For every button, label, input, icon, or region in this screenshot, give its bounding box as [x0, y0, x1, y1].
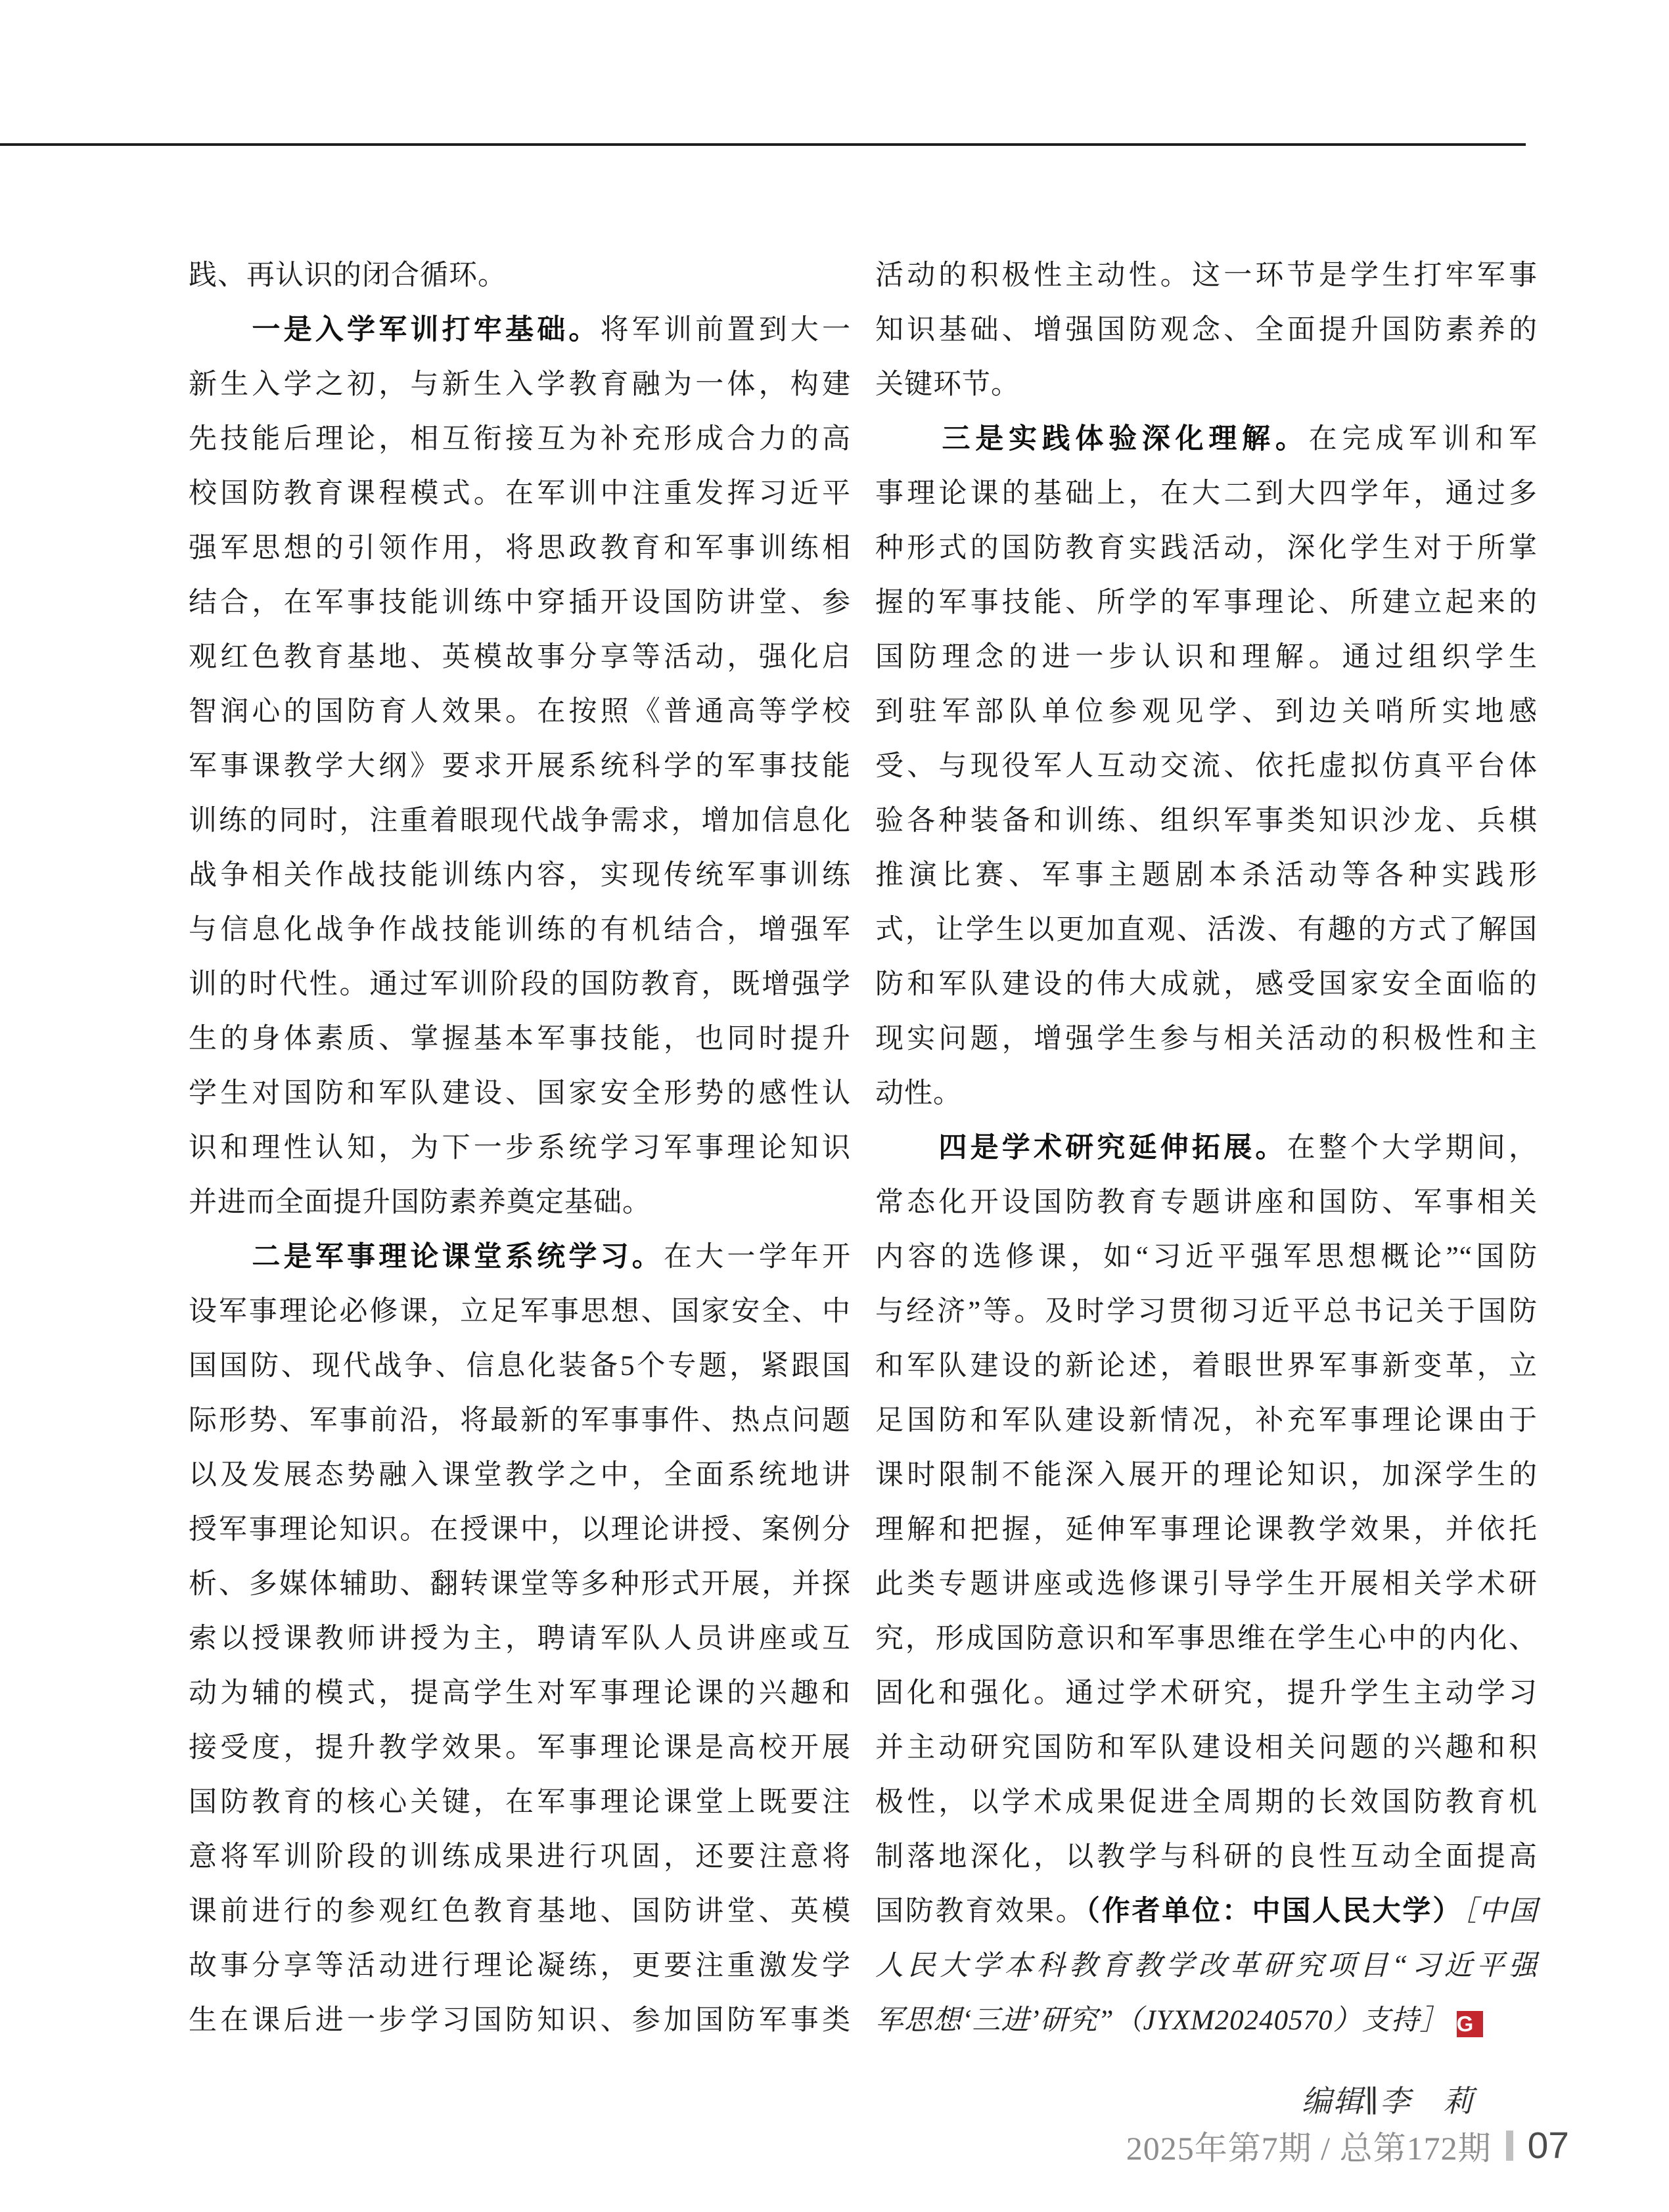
footer-separator-bar — [1506, 2131, 1513, 2161]
text-run: 授军事理论知识。在授课中，以理论讲授、案例分 — [189, 1514, 851, 1545]
text-line — [189, 1175, 851, 1230]
text-run: 践、再认识的闭合循环。 — [189, 260, 507, 291]
text-line — [875, 685, 1538, 739]
text-line — [875, 1393, 1538, 1448]
text-run: 训的时代性。通过军训阶段的国防教育，既增强学 — [189, 969, 851, 1000]
text-line — [875, 1012, 1538, 1066]
text-line — [875, 1121, 1538, 1175]
text-run: 在整个大学期间， — [1287, 1133, 1538, 1163]
paragraph-lead: （作者单位：中国人民大学） — [1086, 1895, 1463, 1927]
text-run — [875, 1133, 938, 1163]
text-run: 智润心的国防育人效果。在按照《普通高等学校 — [189, 696, 851, 727]
text-line — [875, 903, 1538, 957]
text-line — [875, 1939, 1538, 1993]
text-line — [875, 248, 1538, 303]
text-run: 接受度，提升教学效果。军事理论课是高校开展 — [189, 1732, 851, 1763]
text-line — [189, 248, 851, 303]
text-run: 际形势、军事前沿，将最新的军事事件、热点问题 — [189, 1405, 851, 1436]
text-run: 防和军队建设的伟大成就，感受国家安全面临的 — [875, 969, 1538, 1000]
editor-credit — [1302, 2077, 1475, 2121]
issue-info: 2025年第7期 / 总第172期 — [1126, 2130, 1492, 2167]
text-run: 意将军训阶段的训练成果进行巩固，还要注意将 — [189, 1841, 851, 1872]
text-line — [875, 1175, 1538, 1230]
issue-line — [1126, 2122, 1569, 2169]
text-run: 故事分享等活动进行理论凝练，更要注重激发学 — [189, 1951, 851, 1981]
text-run: 以及发展态势融入课堂教学之中，全面系统地讲 — [189, 1460, 851, 1491]
text-line — [189, 1612, 851, 1666]
text-run: 生的身体素质、掌握基本军事技能，也同时提升 — [189, 1024, 851, 1054]
end-mark-g: G — [1457, 2011, 1483, 2037]
text-run: 结合，在军事技能训练中穿插开设国防讲堂、参 — [189, 587, 851, 618]
text-run: 和军队建设的新论述，着眼世界军事新变革，立 — [875, 1351, 1538, 1382]
text-run: 新生入学之初，与新生入学教育融为一体，构建 — [189, 369, 851, 400]
text-line — [875, 521, 1538, 576]
text-run: 验各种装备和训练、组织军事类知识沙龙、兵棋 — [875, 805, 1538, 836]
text-run: 先技能后理论，相互衔接互为补充形成合力的高 — [189, 424, 851, 455]
text-run: 常态化开设国防教育专题讲座和国防、军事相关 — [875, 1187, 1538, 1218]
text-line — [875, 1502, 1538, 1557]
funding-note-run: 人民大学本科教育教学改革研究项目“习近平强 — [875, 1951, 1538, 1981]
text-line — [875, 1775, 1538, 1830]
text-run: 与信息化战争作战技能训练的有机结合，增强军 — [189, 914, 851, 945]
text-line — [189, 466, 851, 521]
text-line — [189, 903, 851, 957]
text-line — [189, 1830, 851, 1884]
text-line — [875, 957, 1538, 1012]
text-line — [189, 357, 851, 412]
text-run: 式，让学生以更加直观、活泼、有趣的方式了解国 — [875, 914, 1538, 945]
text-run: 推演比赛、军事主题剧本杀活动等各种实践形 — [875, 860, 1538, 891]
text-line — [875, 1721, 1538, 1775]
text-run: 国国防、现代战争、信息化装备5个专题，紧跟国 — [189, 1351, 851, 1382]
text-run: 生在课后进一步学习国防知识、参加国防军事类 — [189, 2005, 851, 2036]
text-run: 观红色教育基地、英模故事分享等活动，强化启 — [189, 642, 851, 673]
text-run: 国防理念的进一步认识和理解。通过组织学生 — [875, 642, 1538, 673]
text-run: 在大一学年开 — [664, 1242, 852, 1273]
text-run — [189, 315, 252, 346]
text-run: 足国防和军队建设新情况，补充军事理论课由于 — [875, 1405, 1538, 1436]
text-line — [189, 1339, 851, 1393]
text-line — [189, 1557, 851, 1612]
text-line — [189, 957, 851, 1012]
text-line — [189, 1939, 851, 1993]
text-line — [189, 739, 851, 794]
text-line — [189, 1502, 851, 1557]
text-run: 极性，以学术成果促进全周期的长效国防教育机 — [875, 1787, 1538, 1818]
text-line — [875, 1339, 1538, 1393]
text-run: 析、多媒体辅助、翻转课堂等多种形式开展，并探 — [189, 1569, 851, 1600]
text-run: 与经济”等。及时学习贯彻习近平总书记关于国防 — [875, 1296, 1538, 1327]
text-line — [189, 412, 851, 466]
text-line — [189, 1066, 851, 1121]
text-line — [875, 1557, 1538, 1612]
text-line — [189, 848, 851, 903]
text-run — [875, 424, 942, 455]
paragraph-lead: 三是实践体验深化理解。 — [942, 423, 1309, 455]
text-line — [189, 1993, 851, 2048]
text-run: 国防教育的核心关键，在军事理论课堂上既要注 — [189, 1787, 851, 1818]
text-line — [875, 1448, 1538, 1502]
text-run: 动性。 — [875, 1078, 962, 1109]
text-run — [189, 1242, 252, 1273]
text-line — [189, 1775, 851, 1830]
text-run: 理解和把握，延伸军事理论课教学效果，并依托 — [875, 1514, 1538, 1545]
text-run: 强军思想的引领作用，将思政教育和军事训练相 — [189, 533, 851, 564]
text-line — [875, 303, 1538, 357]
text-line — [189, 1121, 851, 1175]
text-line — [189, 576, 851, 630]
paragraph-lead: 四是学术研究延伸拓展。 — [938, 1132, 1287, 1163]
editor-credit-text: 编辑∥李 莉 — [1301, 2085, 1475, 2118]
text-line — [189, 1666, 851, 1721]
text-column-right — [875, 248, 1538, 2048]
text-line — [875, 466, 1538, 521]
text-run: 到驻军部队单位参观见学、到边关哨所实地感 — [875, 696, 1538, 727]
text-line — [875, 576, 1538, 630]
text-run: 将军训前置到大一 — [600, 315, 852, 346]
text-run: 事理论课的基础上，在大二到大四学年，通过多 — [875, 478, 1538, 509]
text-line — [189, 1393, 851, 1448]
text-run: 此类专题讲座或选修课引导学生开展相关学术研 — [875, 1569, 1538, 1600]
text-line — [875, 1284, 1538, 1339]
text-line — [875, 1993, 1538, 2048]
text-run: 索以授课教师讲授为主，聘请军队人员讲座或互 — [189, 1623, 851, 1654]
text-run: 关键环节。 — [875, 369, 1020, 400]
text-line — [875, 739, 1538, 794]
text-run: 究，形成国防意识和军事思维在学生心中的内化、 — [875, 1623, 1538, 1654]
text-run: 课时限制不能深入展开的理论知识，加深学生的 — [875, 1460, 1538, 1491]
text-line — [189, 1884, 851, 1939]
text-line — [189, 794, 851, 848]
text-run: 动为辅的模式，提高学生对军事理论课的兴趣和 — [189, 1678, 851, 1709]
funding-note-run: ［中国 — [1462, 1896, 1538, 1927]
text-run: 握的军事技能、所学的军事理论、所建立起来的 — [875, 587, 1538, 618]
text-run: 设军事理论必修课，立足军事思想、国家安全、中 — [189, 1296, 851, 1327]
text-line — [189, 1012, 851, 1066]
text-line — [189, 1721, 851, 1775]
text-run: 活动的积极性主动性。这一环节是学生打牢军事 — [875, 260, 1538, 291]
text-line — [189, 1448, 851, 1502]
text-run: 知识基础、增强国防观念、全面提升国防素养的 — [875, 315, 1538, 346]
text-line — [875, 357, 1538, 412]
text-line — [875, 412, 1538, 466]
text-run: 制落地深化，以教学与科研的良性互动全面提高 — [875, 1841, 1538, 1872]
text-run: 种形式的国防教育实践活动，深化学生对于所掌 — [875, 533, 1538, 564]
text-run: 内容的选修课，如“习近平强军思想概论”“国防 — [875, 1242, 1538, 1273]
paragraph-lead: 二是军事理论课堂系统学习。 — [252, 1241, 664, 1273]
text-line — [875, 1612, 1538, 1666]
text-line — [875, 1830, 1538, 1884]
text-line — [875, 794, 1538, 848]
text-run: 国防教育效果。 — [875, 1896, 1086, 1927]
text-line — [189, 521, 851, 576]
header-rule — [0, 143, 1526, 146]
text-line — [875, 1230, 1538, 1284]
text-line — [875, 848, 1538, 903]
text-run: 受、与现役军人互动交流、依托虚拟仿真平台体 — [875, 751, 1538, 782]
text-run: 校国防教育课程模式。在军训中注重发挥习近平 — [189, 478, 851, 509]
text-run: 现实问题，增强学生参与相关活动的积极性和主 — [875, 1024, 1538, 1054]
page-number: 07 — [1527, 2125, 1569, 2167]
text-run: 学生对国防和军队建设、国家安全形势的感性认 — [189, 1078, 851, 1109]
text-line — [189, 1284, 851, 1339]
text-run: 战争相关作战技能训练内容，实现传统军事训练 — [189, 860, 851, 891]
text-run: 课前进行的参观红色教育基地、国防讲堂、英模 — [189, 1896, 851, 1927]
text-run: 并进而全面提升国防素养奠定基础。 — [189, 1187, 651, 1218]
paragraph-lead: 一是入学军训打牢基础。 — [252, 314, 601, 346]
text-line — [875, 1066, 1538, 1121]
funding-note-run: 军思想‘三进’研究”（JYXM20240570）支持］ — [875, 2005, 1449, 2036]
text-line — [189, 630, 851, 685]
text-run: 固化和强化。通过学术研究，提升学生主动学习 — [875, 1678, 1538, 1709]
text-line — [875, 1884, 1538, 1939]
text-line — [189, 303, 851, 357]
text-line — [189, 685, 851, 739]
text-run: 训练的同时，注重着眼现代战争需求，增加信息化 — [189, 805, 851, 836]
text-line — [875, 630, 1538, 685]
text-run: 识和理性认知，为下一步系统学习军事理论知识 — [189, 1133, 851, 1163]
text-run: 在完成军训和军 — [1308, 424, 1538, 455]
text-line — [189, 1230, 851, 1284]
text-column-left — [189, 248, 851, 2048]
text-line — [875, 1666, 1538, 1721]
text-run: 并主动研究国防和军队建设相关问题的兴趣和积 — [875, 1732, 1538, 1763]
text-run: 军事课教学大纲》要求开展系统科学的军事技能 — [189, 751, 851, 782]
